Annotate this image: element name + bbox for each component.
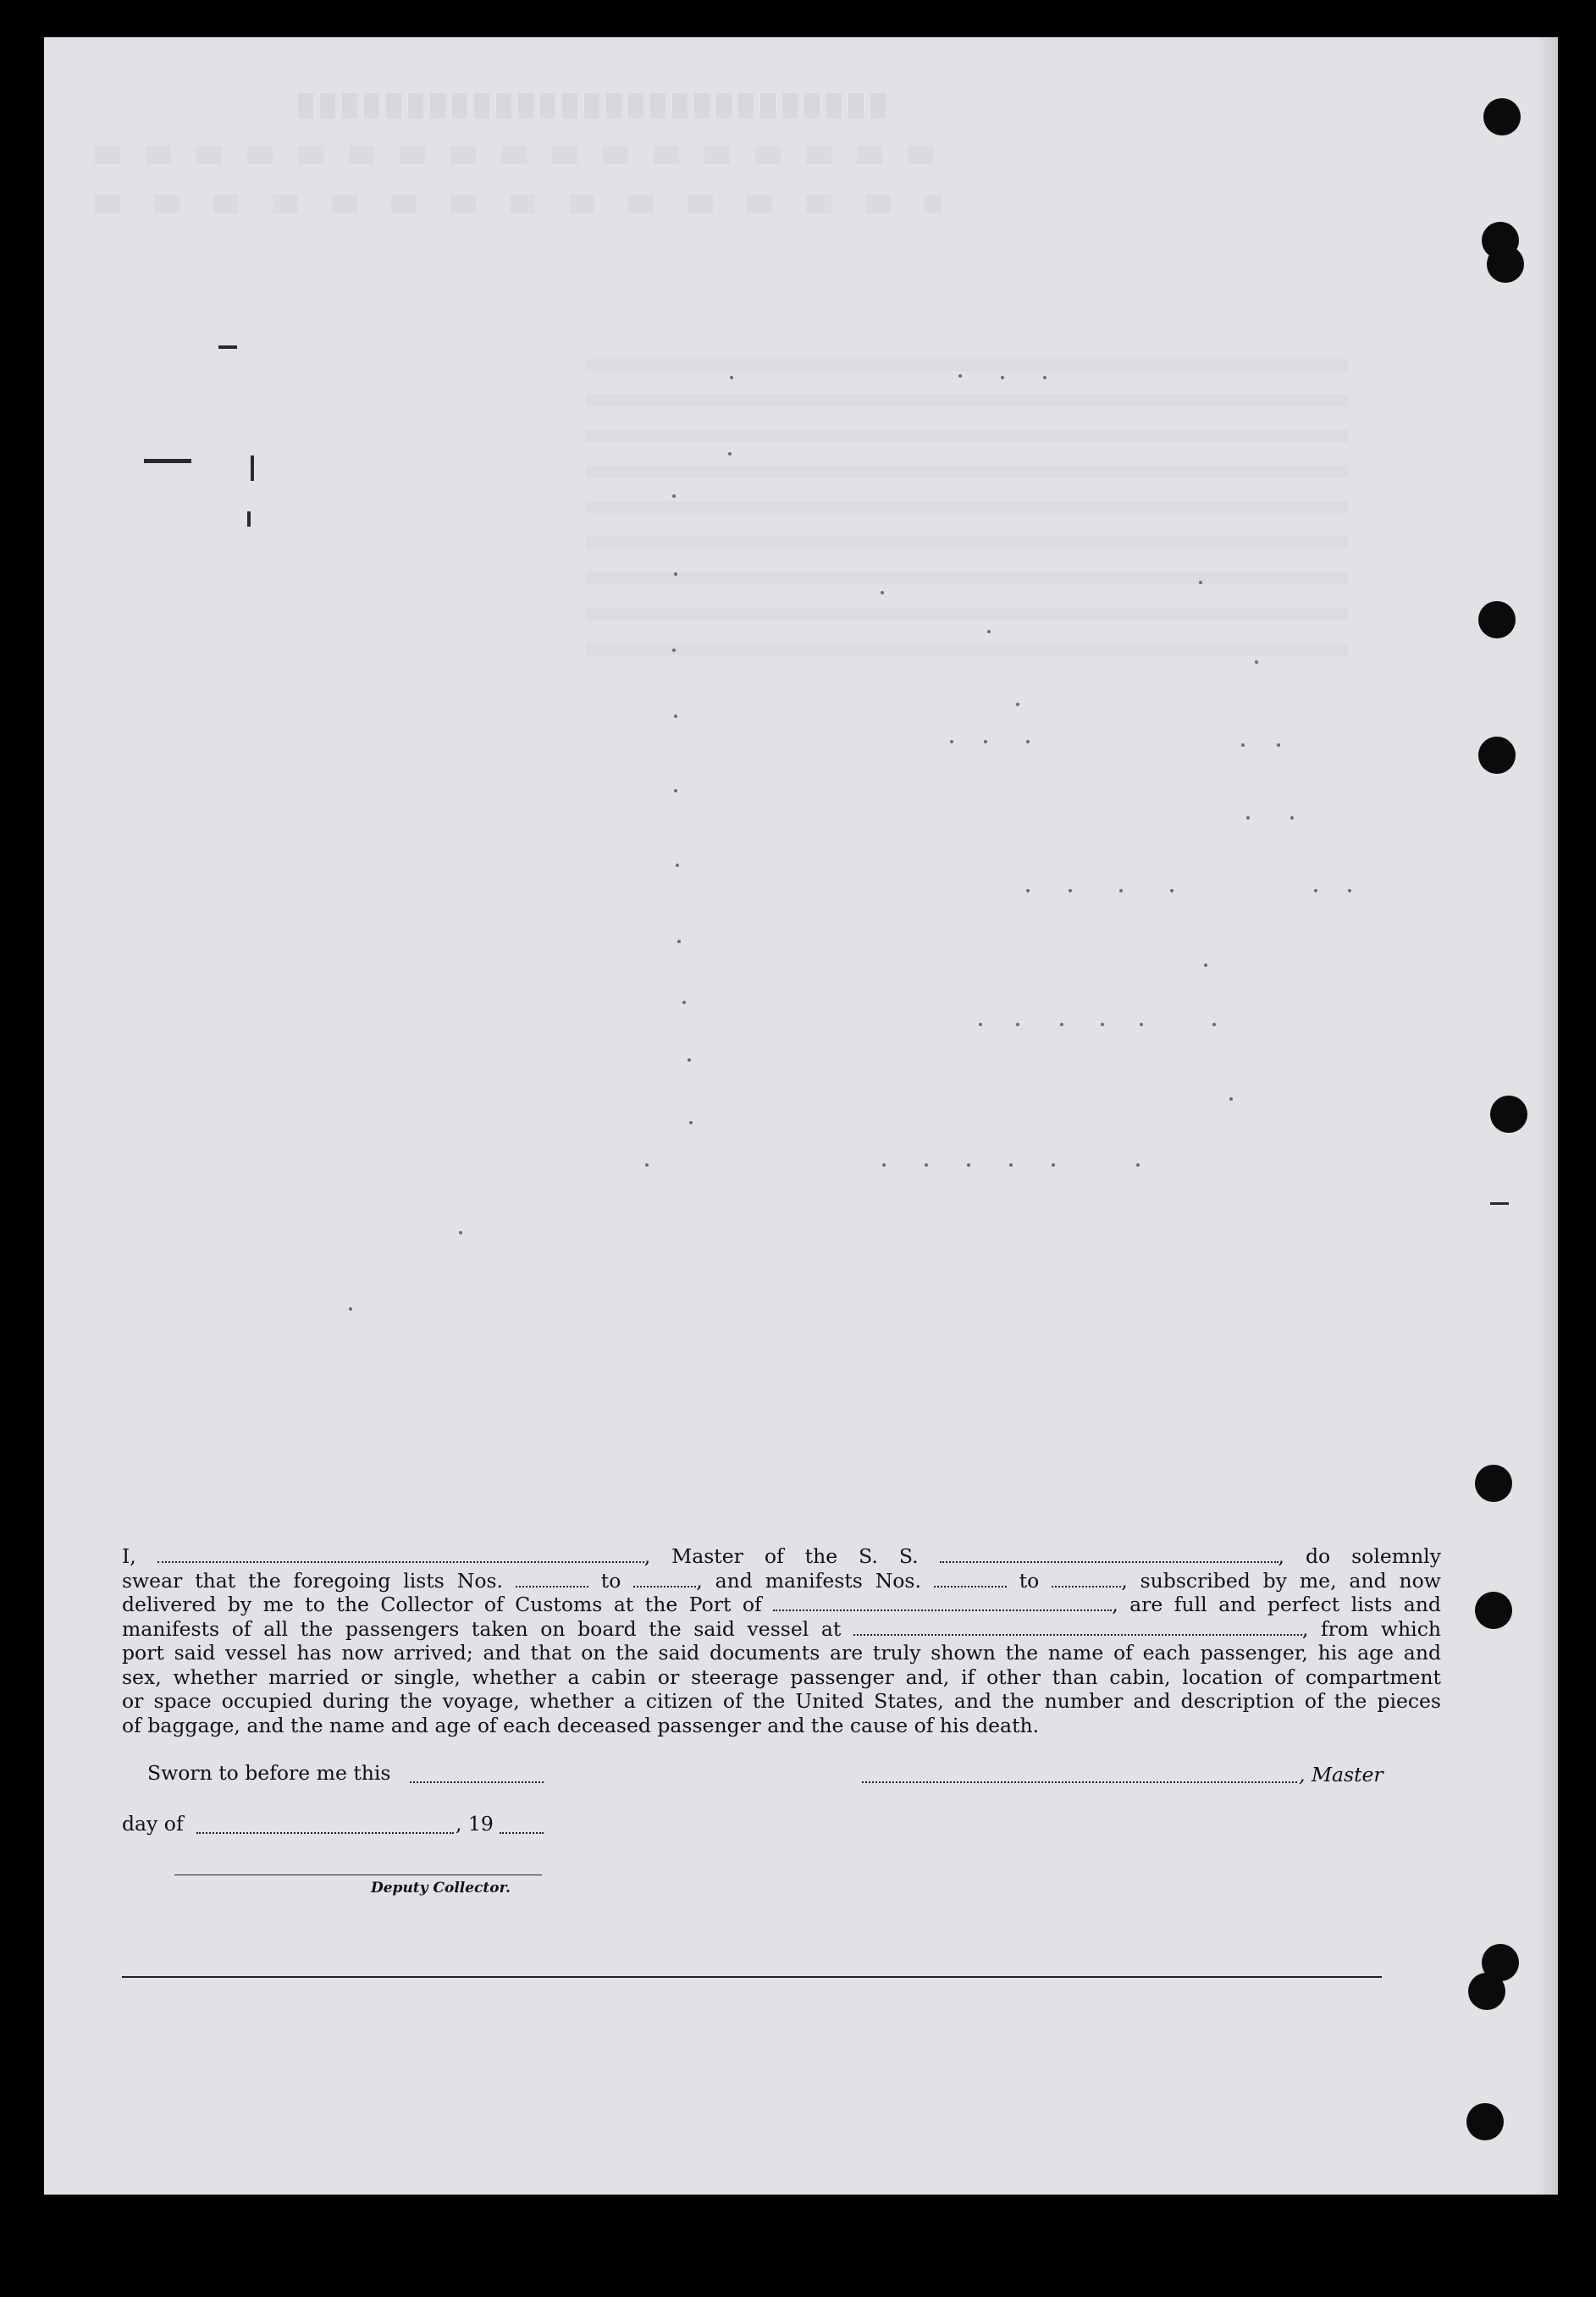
oath-text: to <box>600 1568 621 1593</box>
speck <box>1348 889 1351 892</box>
speck <box>984 740 987 743</box>
speck <box>1052 1163 1055 1167</box>
speck <box>925 1163 928 1167</box>
punch-hole <box>1478 601 1516 638</box>
oath-line-5: port said vessel has now arrived; and that on the said documents are truly shown the name of each passenger, his age and <box>122 1641 1441 1665</box>
day-of-label: day of <box>122 1812 184 1836</box>
speck <box>1069 889 1072 892</box>
punch-hole <box>1475 1592 1512 1629</box>
ink-mark <box>1490 1202 1509 1205</box>
bleed-through-text <box>95 146 942 164</box>
sworn-day-field[interactable] <box>410 1781 544 1783</box>
oath-text: to <box>1019 1568 1040 1593</box>
speck <box>672 649 676 652</box>
speck <box>689 1121 693 1124</box>
speck <box>1199 581 1202 584</box>
manifests-from-field[interactable] <box>934 1571 1007 1587</box>
speck <box>1204 964 1207 967</box>
speck <box>967 1163 970 1167</box>
oath-text: I, <box>122 1544 136 1568</box>
oath-text: swear that the foregoing lists Nos. <box>122 1568 503 1593</box>
port-of-departure-field[interactable] <box>853 1619 1302 1636</box>
speck <box>677 940 681 943</box>
speck <box>459 1231 462 1234</box>
deputy-collector-label: Deputy Collector. <box>371 1880 511 1897</box>
speck <box>881 591 884 594</box>
ink-mark <box>144 459 191 463</box>
month-field[interactable] <box>196 1832 454 1834</box>
oath-line-3 <box>122 1593 1441 1617</box>
speck <box>1026 889 1030 892</box>
port-of-arrival-field[interactable] <box>773 1594 1112 1611</box>
master-signature-field[interactable] <box>862 1781 1297 1783</box>
speck <box>674 572 677 576</box>
speck <box>1229 1097 1233 1101</box>
manifests-to-field[interactable] <box>1052 1571 1121 1587</box>
speck <box>645 1163 649 1167</box>
sworn-label: Sworn to before me this <box>147 1761 391 1785</box>
speck <box>1016 703 1019 706</box>
speck <box>1290 816 1294 820</box>
page-edge-shadow <box>1536 37 1558 2195</box>
speck <box>979 1023 982 1026</box>
punch-hole <box>1487 246 1524 283</box>
speck <box>1212 1023 1216 1026</box>
speck <box>950 740 953 743</box>
master-label: , Master <box>1299 1763 1383 1786</box>
speck <box>1241 743 1245 747</box>
speck <box>1119 889 1123 892</box>
oath-text: , subscribed by me, and now <box>1121 1568 1441 1593</box>
oath-text: delivered by me to the Collector of Customs at the Port of <box>122 1593 762 1616</box>
year-field[interactable] <box>500 1832 544 1834</box>
oath-line-6: sex, whether married or single, whether a cabin or steerage passenger and, if other than cabin, location of compartment <box>122 1665 1441 1689</box>
speck <box>682 1001 686 1004</box>
punch-hole <box>1483 98 1521 135</box>
punch-hole <box>1468 1973 1505 2010</box>
speck <box>1101 1023 1104 1026</box>
oath-line-1 <box>122 1544 1441 1569</box>
ink-mark <box>251 456 254 481</box>
speck <box>730 376 733 379</box>
ink-mark <box>218 345 237 349</box>
oath-line-8: of baggage, and the name and age of each deceased passenger and the cause of his death. <box>122 1713 1040 1737</box>
speck <box>1140 1023 1143 1026</box>
speck <box>728 452 732 456</box>
bleed-through-text <box>586 359 1348 664</box>
oath-text: , from which <box>1301 1616 1441 1641</box>
punch-hole <box>1466 2103 1504 2140</box>
oath-line-2 <box>122 1569 1441 1593</box>
year-prefix: , 19 <box>456 1812 494 1836</box>
speck <box>1314 889 1317 892</box>
speck <box>1001 376 1004 379</box>
bleed-through-text <box>95 195 942 213</box>
speck <box>987 630 991 633</box>
bleed-through-text <box>298 93 891 119</box>
manifest-sheet <box>44 37 1558 2195</box>
lists-from-field[interactable] <box>516 1571 588 1587</box>
speck <box>1255 660 1258 664</box>
oath-text: , are full and perfect lists and <box>1112 1593 1441 1616</box>
punch-hole <box>1475 1465 1512 1502</box>
lists-to-field[interactable] <box>633 1571 696 1587</box>
ship-name-field[interactable] <box>940 1546 1278 1563</box>
oath-block <box>122 1544 1441 1737</box>
oath-line-4 <box>122 1617 1441 1642</box>
speck <box>1246 816 1250 820</box>
speck <box>958 374 962 378</box>
speck <box>1026 740 1030 743</box>
speck <box>1136 1163 1140 1167</box>
speck <box>1277 743 1280 747</box>
oath-text: , and manifests Nos. <box>696 1568 921 1593</box>
speck <box>882 1163 886 1167</box>
oath-text: manifests of all the passengers taken on board the said vessel at <box>122 1616 842 1641</box>
speck <box>1016 1023 1019 1026</box>
speck <box>349 1307 352 1311</box>
speck <box>1043 376 1047 379</box>
speck <box>674 715 677 718</box>
speck <box>688 1058 691 1062</box>
speck <box>1060 1023 1063 1026</box>
oath-line-7: or space occupied during the voyage, whether a citizen of the United States, and the number and description of the pieces <box>122 1689 1441 1713</box>
oath-text: , Master of the S. S. <box>643 1544 919 1568</box>
bottom-rule <box>122 1976 1382 1978</box>
punch-hole <box>1478 737 1516 774</box>
speck <box>1170 889 1174 892</box>
speck <box>674 789 677 792</box>
ink-mark <box>247 511 251 527</box>
speck <box>672 494 676 498</box>
oath-text: , do solemnly <box>1278 1544 1441 1568</box>
speck <box>1009 1163 1013 1167</box>
master-name-field[interactable] <box>157 1546 644 1563</box>
speck <box>676 864 679 867</box>
punch-hole <box>1490 1096 1527 1133</box>
